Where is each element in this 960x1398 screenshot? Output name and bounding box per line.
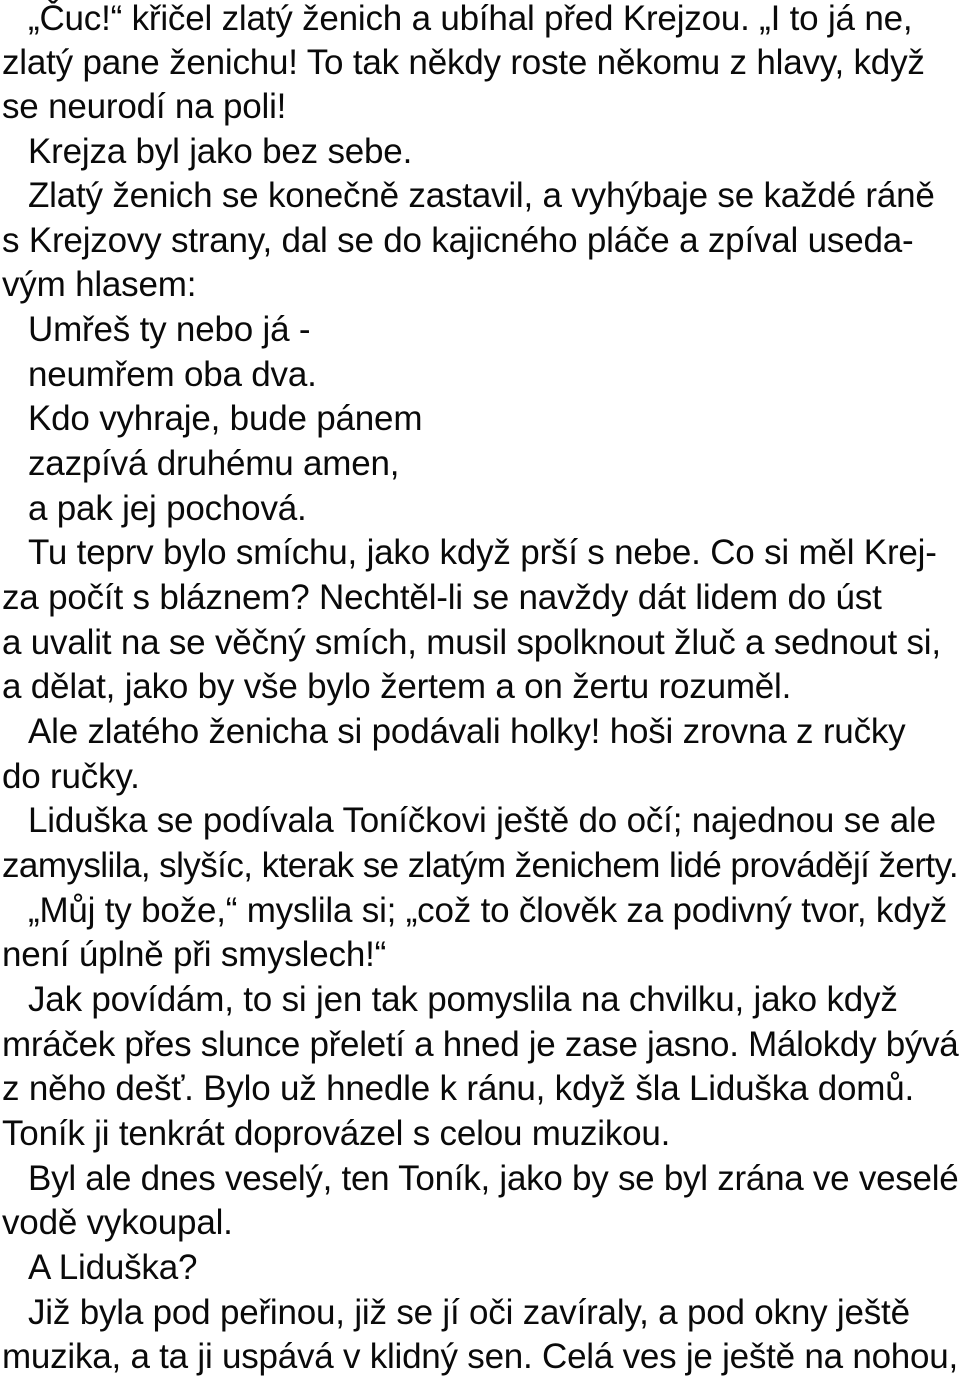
text-line: Jak povídám, to si jen tak pomyslila na chvilku, jako když xyxy=(28,980,898,1019)
text-line: vým hlasem: xyxy=(2,265,197,304)
text-line: zamyslila, slyšíc, kterak se zlatým ženichem lidé provádějí žerty. xyxy=(2,846,959,885)
text-line: „Čuc!“ křičel zlatý ženich a ubíhal před Krejzou. „I to já ne, xyxy=(28,0,913,38)
text-line: Krejza byl jako bez sebe. xyxy=(28,132,413,171)
text-line: za počít s bláznem? Nechtěl-li se navždy dát lidem do úst xyxy=(2,578,882,617)
text-line: do ručky. xyxy=(2,757,140,796)
text-line: a dělat, jako by vše bylo žertem a on žertu rozuměl. xyxy=(2,667,792,706)
text-line: zlatý pane ženichu! To tak někdy roste někomu z hlavy, když xyxy=(2,43,925,82)
text-line: a pak jej pochová. xyxy=(28,489,307,528)
text-line: „Můj ty bože,“ myslila si; „což to člověk za podivný tvor, když xyxy=(28,891,948,930)
text-line: a uvalit na se věčný smích, musil spolknout žluč a sednout si, xyxy=(2,623,941,662)
text-line: Kdo vyhraje, bude pánem xyxy=(28,399,423,438)
text-line: Tu teprv bylo smíchu, jako když prší s nebe. Co si měl Krej- xyxy=(28,533,937,572)
text-line: s Krejzovy strany, dal se do kajicného pláče a zpíval useda- xyxy=(2,221,914,260)
text-line: A Liduška? xyxy=(28,1248,198,1287)
text-line: neumřem oba dva. xyxy=(28,355,317,394)
text-line: se neurodí na poli! xyxy=(2,87,287,126)
text-line: muzika, a ta ji uspává v klidný sen. Celá ves je ještě na nohou, xyxy=(2,1337,959,1376)
text-line: z něho dešť. Bylo už hnedle k ránu, když šla Liduška domů. xyxy=(2,1069,915,1108)
text-line: Umřeš ty nebo já - xyxy=(28,310,311,349)
text-line: Již byla pod peřinou, již se jí oči zavíraly, a pod okny ještě xyxy=(28,1293,910,1332)
text-line: Ale zlatého ženicha si podávali holky! hoši zrovna z ručky xyxy=(28,712,906,751)
text-line: mráček přes slunce přeletí a hned je zase jasno. Málokdy bývá xyxy=(2,1025,959,1064)
text-line: zazpívá druhému amen, xyxy=(28,444,400,483)
text-line: Toník ji tenkrát doprovázel s celou muzikou. xyxy=(2,1114,671,1153)
text-line: Zlatý ženich se konečně zastavil, a vyhýbaje se každé ráně xyxy=(28,176,935,215)
text-line: Byl ale dnes veselý, ten Toník, jako by se byl zrána ve veselé xyxy=(28,1159,959,1198)
text-line: Liduška se podívala Toníčkovi ještě do očí; najednou se ale xyxy=(28,801,936,840)
text-line: vodě vykoupal. xyxy=(2,1203,233,1242)
text-line: není úplně při smyslech!“ xyxy=(2,935,387,974)
